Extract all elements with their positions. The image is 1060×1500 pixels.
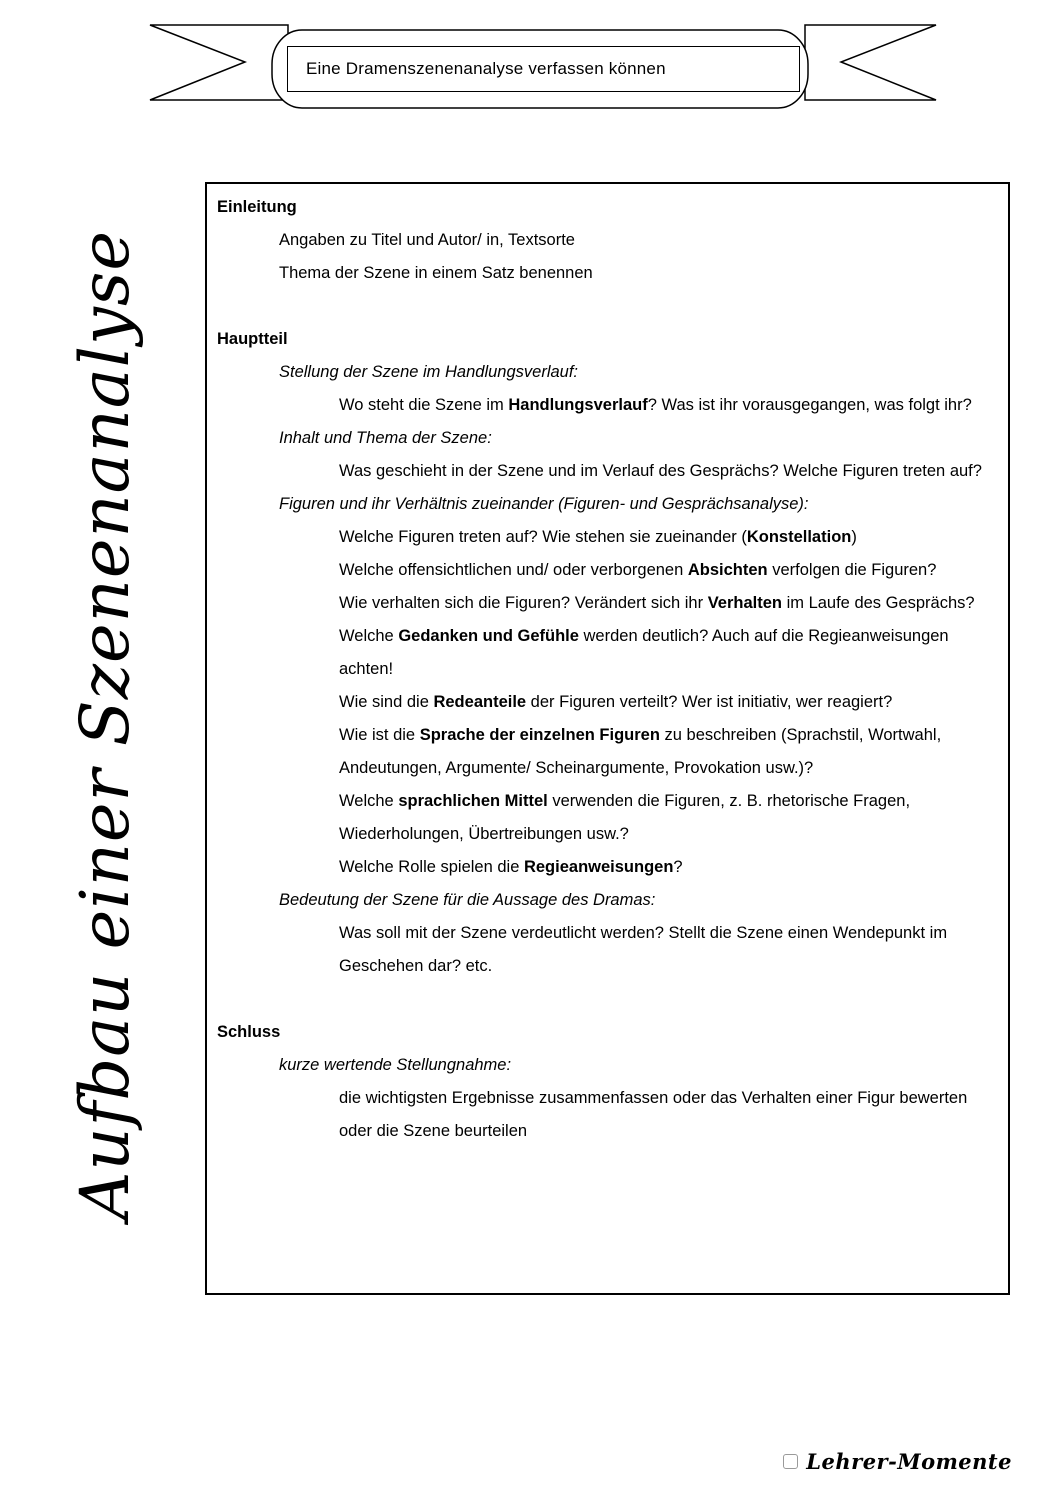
text-segment: Angaben zu Titel und Autor/ in, Textsorte [279,231,575,249]
content-line [217,356,998,389]
emphasis-text: Sprache der einzelnen Figuren [419,726,660,744]
emphasis-text: Konstellation [746,528,852,546]
text-segment: verwenden die Figuren, z. B. rhetorische Fragen, Wiederholungen, Übertreibungen usw.? [339,792,911,843]
emphasis-text: Verhalten [707,594,782,612]
section-heading [217,323,998,356]
content-line [217,1049,998,1082]
text-segment: Was geschieht in der Szene und im Verlauf des Gesprächs? Welche Figuren treten auf? [339,462,982,480]
text-segment: die wichtigsten Ergebnisse zusammenfassen oder das Verhalten einer Figur bewerten oder die Szene beurteilen [339,1089,968,1140]
text-segment: Wie verhalten sich die Figuren? Verändert sich ihr [339,594,708,612]
worksheet-title-box [287,46,800,92]
emphasis-text: Absichten [687,561,768,579]
text-segment: Einleitung [217,198,297,216]
text-segment: Welche [339,792,399,810]
text-segment: Welche offensichtlichen und/ oder verborgenen [339,561,688,579]
brand-text: Lehrer-Momente [806,1449,1012,1474]
content-line [217,1082,998,1148]
content-line [217,851,998,884]
content-line [217,422,998,455]
text-segment: der Figuren verteilt? Wer ist initiativ, wer reagiert? [526,693,893,711]
title-banner [138,16,948,116]
square-outline-icon [783,1454,798,1469]
content-box [205,182,1010,1295]
text-segment: Was soll mit der Szene verdeutlicht werden? Stellt die Szene einen Wendepunkt im Geschehen dar? etc. [339,924,948,975]
text-segment: zu beschreiben (Sprachstil, Wortwahl, Andeutungen, Argumente/ Scheinargumente, Provokation usw.)? [339,726,942,777]
text-segment: ) [851,528,857,546]
content-line [217,554,998,587]
content-line [217,257,998,290]
text-segment: Welche Rolle spielen die [339,858,524,876]
text-segment: verfolgen die Figuren? [767,561,937,579]
content-line [217,620,998,686]
text-segment: Stellung der Szene im Handlungsverlauf: [279,363,579,381]
text-segment: Bedeutung der Szene für die Aussage des Dramas: [279,891,656,909]
text-segment: Wie ist die [339,726,420,744]
emphasis-text: Redeanteile [433,693,527,711]
text-segment: Thema der Szene in einem Satz benennen [279,264,593,282]
emphasis-text: Handlungsverlauf [508,396,648,414]
text-segment: ? Was ist ihr vorausgegangen, was folgt ihr? [647,396,972,414]
text-segment: Wo steht die Szene im [339,396,509,414]
text-segment: Welche [339,627,399,645]
content-line [217,521,998,554]
blank-line [217,290,998,323]
content-line [217,389,998,422]
text-segment: Wie sind die [339,693,434,711]
footer-brand [783,1449,1012,1474]
text-segment: kurze wertende Stellungnahme: [279,1056,512,1074]
text-segment: im Laufe des Gesprächs? [781,594,975,612]
content-line [217,224,998,257]
content-line [217,884,998,917]
emphasis-text: sprachlichen Mittel [398,792,548,810]
emphasis-text: Gedanken und Gefühle [398,627,579,645]
text-segment: Schluss [217,1023,281,1041]
content-line [217,455,998,488]
emphasis-text: Regieanweisungen [523,858,674,876]
section-heading [217,1016,998,1049]
worksheet-title: Eine Dramenszenenanalyse verfassen können [306,59,666,78]
content-line [217,719,998,785]
text-segment: Inhalt und Thema der Szene: [279,429,492,447]
content-line [217,488,998,521]
text-segment: Welche Figuren treten auf? Wie stehen sie zueinander ( [339,528,747,546]
text-segment: werden deutlich? Auch auf die Regieanweisungen achten! [339,627,949,678]
content-line [217,686,998,719]
section-heading [217,191,998,224]
text-segment: ? [673,858,683,876]
side-title-vertical: Aufbau einer Szenenanalyse [66,230,144,1220]
blank-line [217,983,998,1016]
content-line [217,587,998,620]
content-line [217,917,998,983]
content-line [217,785,998,851]
text-segment: Figuren und ihr Verhältnis zueinander (Figuren- und Gesprächsanalyse): [279,495,809,513]
text-segment: Hauptteil [217,330,288,348]
